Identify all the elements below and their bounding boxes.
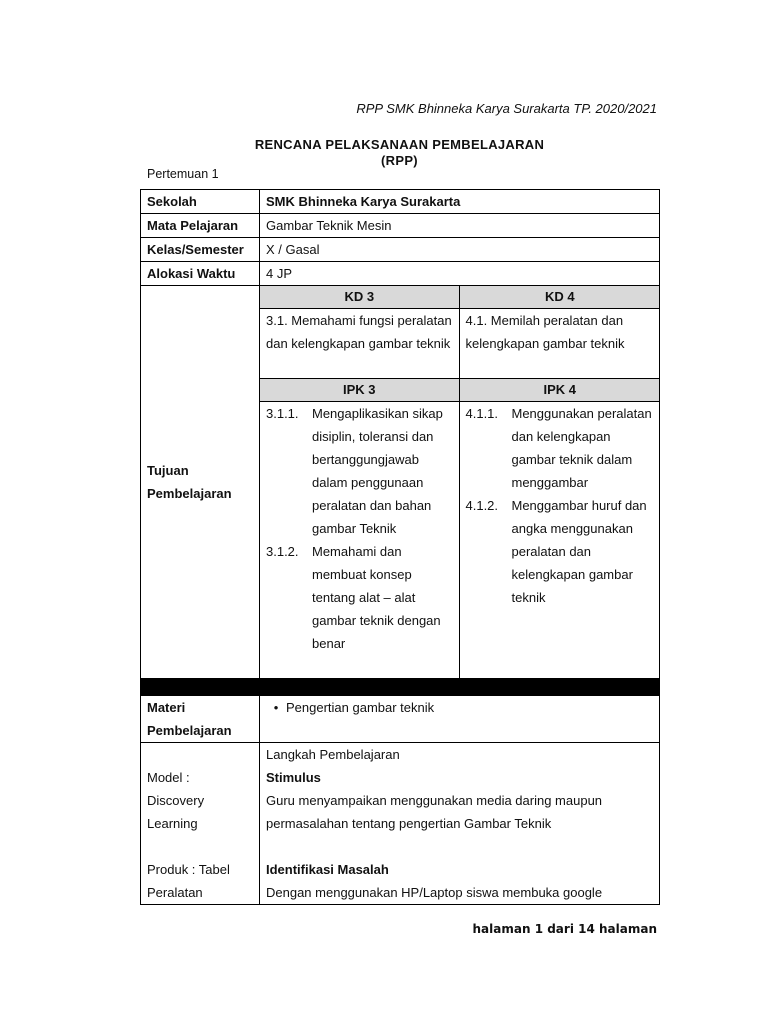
document-title-line1: RENCANA PELAKSANAAN PEMBELAJARAN: [254, 137, 545, 152]
ipk3-header: IPK 3: [260, 379, 459, 402]
model-line1: Model :: [147, 770, 190, 785]
kd4-header: KD 4: [459, 286, 660, 309]
materi-label-line2: Pembelajaran: [147, 723, 232, 738]
ipk-text: Memahami dan membuat konsep tentang alat – alat gambar teknik dengan benar: [312, 544, 441, 651]
ipk-number: 4.1.1.: [465, 406, 499, 421]
kd3-header: KD 3: [260, 286, 459, 309]
document-title-line2: (RPP): [381, 153, 418, 168]
info-row-mata-pelajaran: [141, 214, 660, 238]
objectives-label: [141, 286, 260, 679]
materi-label: [141, 696, 260, 743]
page-number: halaman 1 dari 14 halaman: [472, 922, 657, 936]
kd-text-row: [260, 309, 660, 379]
identifikasi-title: Identifikasi Masalah: [266, 862, 389, 877]
steps-row: [141, 743, 660, 905]
materi-item: Pengertian gambar teknik: [286, 700, 435, 715]
produk-line1: Produk : Tabel: [147, 862, 230, 877]
info-label: Alokasi Waktu: [141, 262, 260, 286]
running-header: RPP SMK Bhinneka Karya Surakarta TP. 2020/2021: [356, 101, 657, 116]
objectives-grid: [260, 286, 660, 678]
info-label: Sekolah: [141, 190, 260, 214]
model-produk-cell: [141, 743, 260, 905]
kd4-text: 4.1. Memilah peralatan dan kelengkapan gambar teknik: [465, 313, 625, 351]
objectives-grid-cell: [260, 286, 660, 679]
produk-line2: Peralatan: [147, 885, 203, 900]
list-item: [466, 402, 655, 494]
kd-header-row: [260, 286, 660, 309]
info-row-alokasi-waktu: [141, 262, 660, 286]
objectives-label-line1: Tujuan: [147, 463, 189, 478]
ipk-items-row: [260, 402, 660, 679]
stimulus-title: Stimulus: [266, 770, 321, 785]
ipk4-header: IPK 4: [459, 379, 660, 402]
document-title: [140, 137, 659, 169]
divider-cell: [260, 679, 660, 696]
stimulus-line2: permasalahan tentang pengertian Gambar Teknik: [266, 816, 552, 831]
objectives-label-line2: Pembelajaran: [147, 486, 232, 501]
objectives-row: [141, 286, 660, 679]
steps-content-cell: [260, 743, 660, 905]
kd3-text: 3.1. Memahami fungsi peralatan dan kelengkapan gambar teknik: [260, 309, 459, 379]
ipk4-list-cell: [459, 402, 660, 679]
model-line2: Discovery: [147, 793, 205, 808]
list-item: [266, 696, 653, 719]
bullet-icon: •: [273, 700, 279, 715]
info-label: Mata Pelajaran: [141, 214, 260, 238]
info-value: 4 JP: [260, 262, 660, 286]
section-divider-band: [141, 679, 660, 696]
materi-label-line1: Materi: [147, 700, 186, 715]
divider-cell: [141, 679, 260, 696]
materi-row: [141, 696, 660, 743]
ipk-number: 3.1.2.: [266, 544, 299, 559]
info-value: SMK Bhinneka Karya Surakarta: [260, 190, 660, 214]
spacer: [266, 835, 653, 858]
ipk-text: Menggunakan peralatan dan kelengkapan gambar teknik dalam menggambar: [511, 406, 652, 490]
info-row-kelas-semester: [141, 238, 660, 262]
info-row-sekolah: [141, 190, 660, 214]
info-label: Kelas/Semester: [141, 238, 260, 262]
ipk3-list-cell: [260, 402, 459, 679]
materi-content: [260, 696, 660, 743]
list-item: [266, 540, 453, 655]
spacer: [147, 743, 253, 766]
list-item: [266, 402, 453, 540]
ipk-number: 3.1.1.: [266, 406, 299, 421]
ipk-number: 4.1.2.: [465, 498, 499, 513]
ipk3-list: [266, 402, 453, 655]
info-value: X / Gasal: [260, 238, 660, 262]
stimulus-line1: Guru menyampaikan menggunakan media daring maupun: [266, 793, 603, 808]
ipk-text: Mengaplikasikan sikap disiplin, toleransi dan bertanggungjawab dalam penggunaan peralatan dan bahan gambar Teknik: [312, 406, 443, 536]
ipk-header-row: [260, 379, 660, 402]
steps-heading: Langkah Pembelajaran: [266, 747, 400, 762]
ipk4-list: [466, 402, 655, 609]
list-item: [466, 494, 655, 609]
meeting-label: Pertemuan 1: [147, 167, 219, 181]
spacer: [147, 835, 253, 858]
model-line3: Learning: [147, 816, 198, 831]
ipk-text: Menggambar huruf dan angka menggunakan peralatan dan kelengkapan gambar teknik: [511, 498, 647, 605]
rpp-table: [140, 189, 660, 905]
info-value: Gambar Teknik Mesin: [260, 214, 660, 238]
identifikasi-line1: Dengan menggunakan HP/Laptop siswa membuka google: [266, 885, 603, 900]
